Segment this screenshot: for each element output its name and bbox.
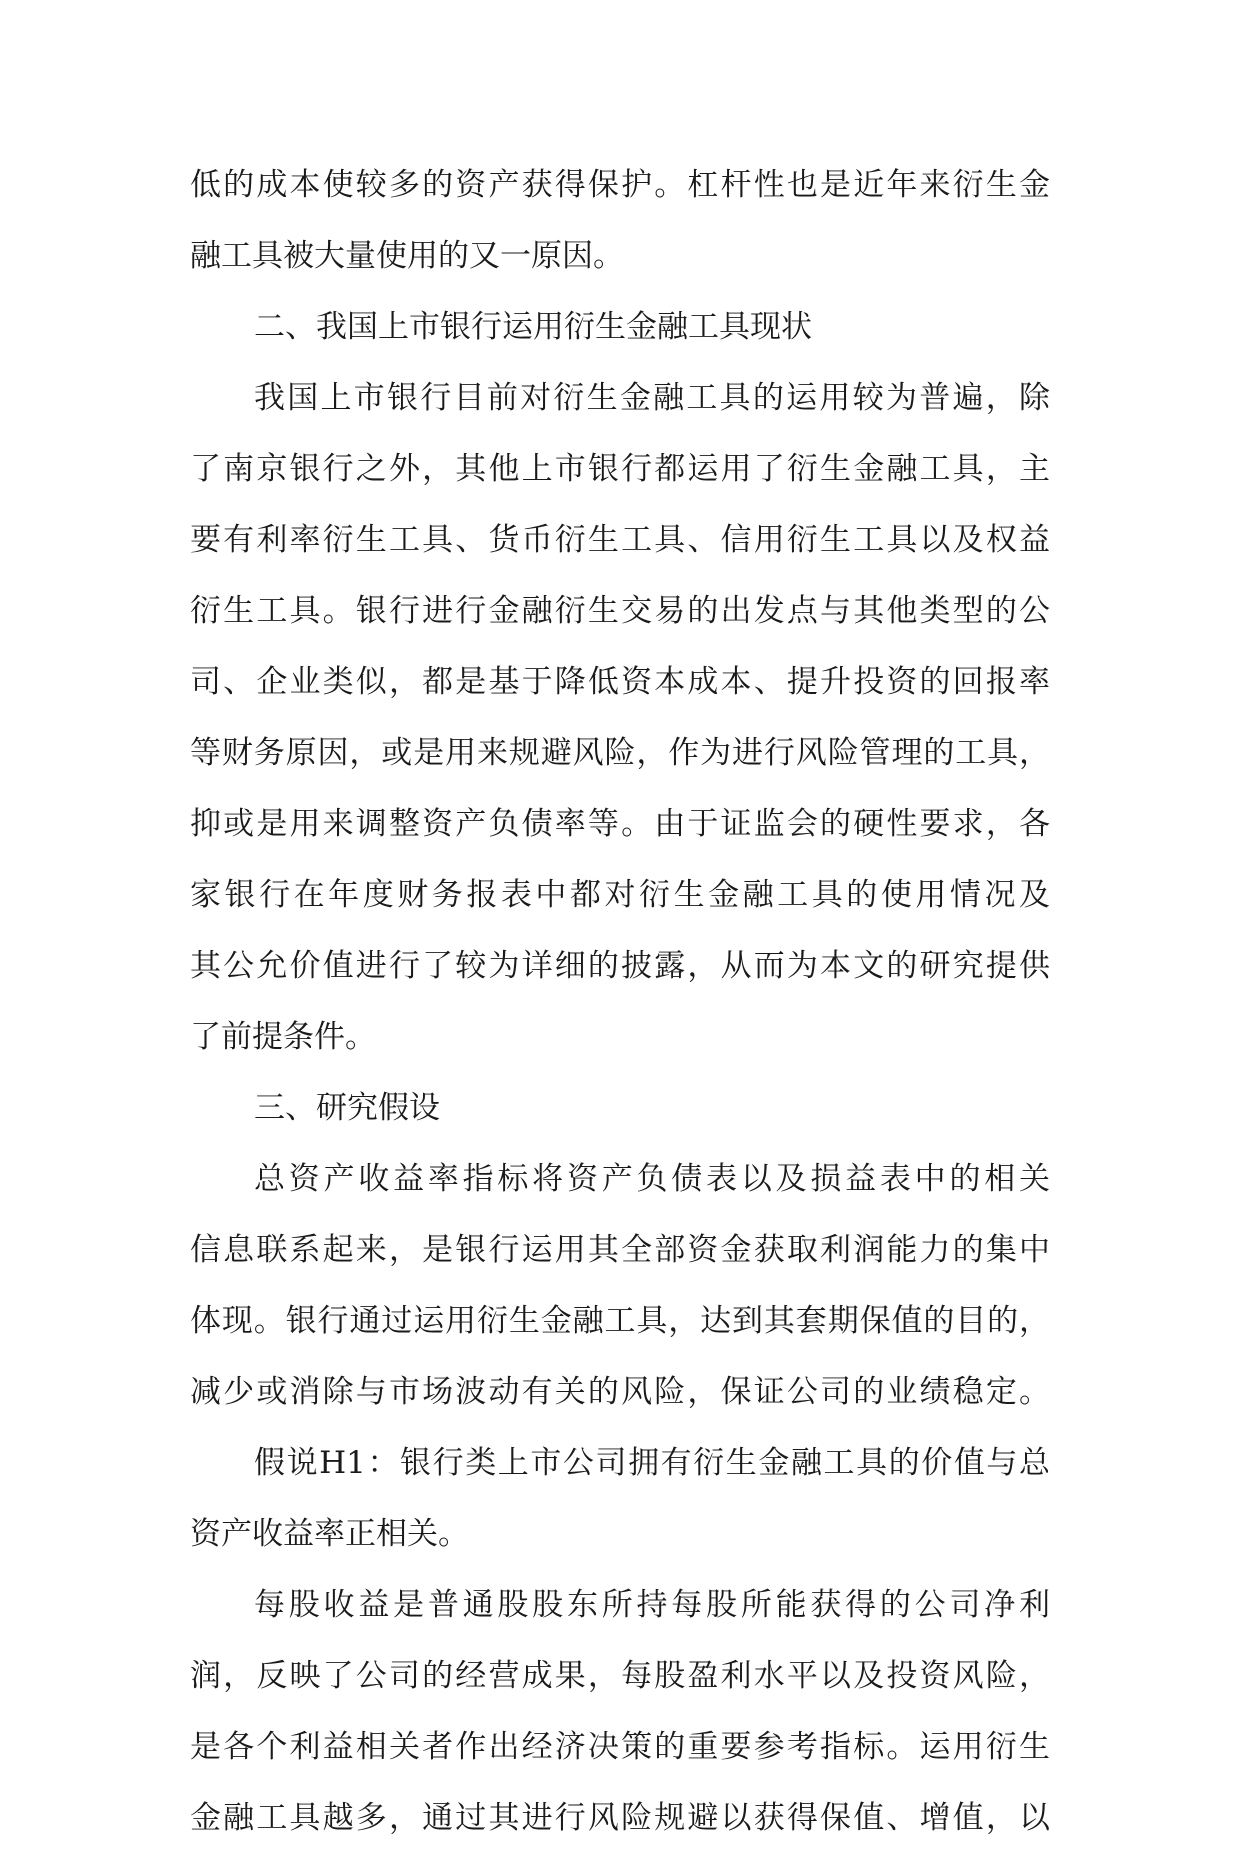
section-heading: 三、研究假设 <box>254 1090 440 1126</box>
text-line: 润，反映了公司的经营成果，每股盈利水平以及投资风险， <box>190 1658 1050 1694</box>
text-line: 司、企业类似，都是基于降低资本成本、提升投资的回报率 <box>190 664 1050 700</box>
text-line: 体现。银行通过运用衍生金融工具，达到其套期保值的目的， <box>190 1303 1050 1339</box>
text-line: 资产收益率正相关。 <box>190 1516 469 1552</box>
text-line: 信息联系起来，是银行运用其全部资金获取利润能力的集中 <box>190 1232 1050 1268</box>
hypothesis-line: 假说H1：银行类上市公司拥有衍生金融工具的价值与总 <box>254 1445 1050 1481</box>
section-heading: 二、我国上市银行运用衍生金融工具现状 <box>254 309 812 345</box>
text-line: 总资产收益率指标将资产负债表以及损益表中的相关 <box>254 1161 1050 1197</box>
text-line: 低的成本使较多的资产获得保护。杠杆性也是近年来衍生金 <box>190 167 1050 203</box>
text-line: 衍生工具。银行进行金融衍生交易的出发点与其他类型的公 <box>190 593 1050 629</box>
text-line: 我国上市银行目前对衍生金融工具的运用较为普遍，除 <box>254 380 1050 416</box>
document-page <box>190 150 1050 1854</box>
text-line: 了前提条件。 <box>190 1019 376 1055</box>
text-line: 金融工具越多，通过其进行风险规避以获得保值、增值，以 <box>190 1800 1050 1836</box>
text-line: 了南京银行之外，其他上市银行都运用了衍生金融工具，主 <box>190 451 1050 487</box>
text-line: 其公允价值进行了较为详细的披露，从而为本文的研究提供 <box>190 948 1050 984</box>
text-line: 减少或消除与市场波动有关的风险，保证公司的业绩稳定。 <box>190 1374 1050 1410</box>
text-line: 融工具被大量使用的又一原因。 <box>190 238 624 274</box>
text-line: 要有利率衍生工具、货币衍生工具、信用衍生工具以及权益 <box>190 522 1050 558</box>
text-line: 每股收益是普通股股东所持每股所能获得的公司净利 <box>254 1587 1050 1623</box>
text-line: 家银行在年度财务报表中都对衍生金融工具的使用情况及 <box>190 877 1050 913</box>
text-line: 等财务原因，或是用来规避风险，作为进行风险管理的工具， <box>190 735 1050 771</box>
text-line: 是各个利益相关者作出经济决策的重要参考指标。运用衍生 <box>190 1729 1050 1765</box>
text-line: 抑或是用来调整资产负债率等。由于证监会的硬性要求，各 <box>190 806 1050 842</box>
